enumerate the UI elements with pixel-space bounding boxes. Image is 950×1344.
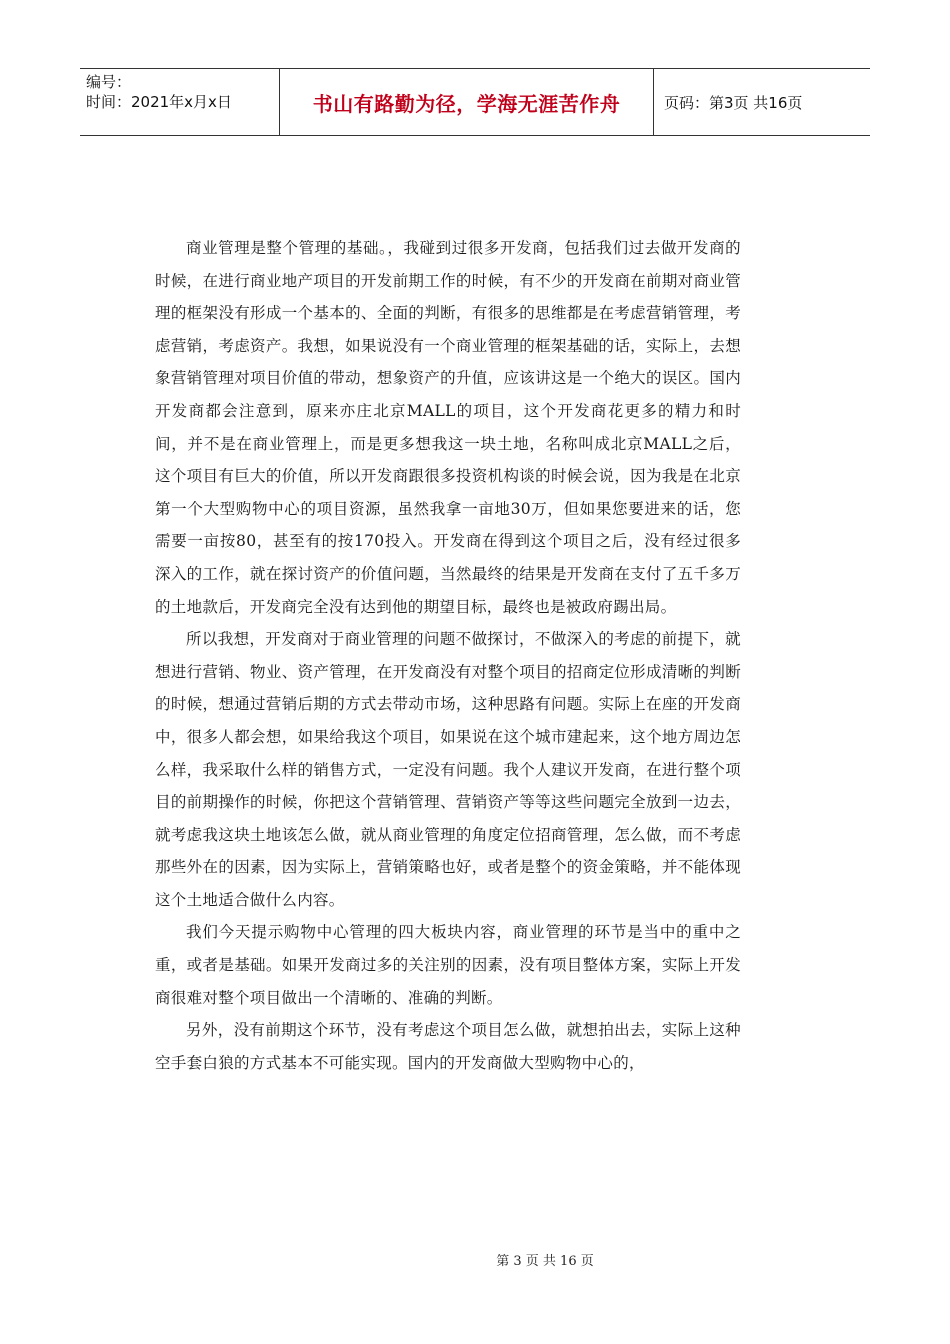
header-meta <box>80 69 280 135</box>
paragraph-1: 商业管理是整个管理的基础。，我碰到过很多开发商，包括我们过去做开发商的时候，在进行商业地产项目的开发前期工作的时候，有不少的开发商在前期对商业管理的框架没有形成一个基本的、全面的判断，有很多的思维都是在考虑营销管理，考虑营销，考虑资产。我想，如果说没有一个商业管理的框架基础的话，实际上，去想象营销管理对项目价值的带动，想象资产的升值，应该讲这是一个绝大的误区。国内开发商都会注意到，原来亦庄北京MALL的项目，这个开发商花更多的精力和时间，并不是在商业管理上，而是更多想我这一块土地，名称叫成北京MALL之后，这个项目有巨大的价值，所以开发商跟很多投资机构谈的时候会说，因为我是在北京第一个大型购物中心的项目资源，虽然我拿一亩地30万，但如果您要进来的话，您需要一亩按80，甚至有的按170投入。开发商在得到这个项目之后，没有经过很多深入的工作，就在探讨资产的价值问题，当然最终的结果是开发商在支付了五千多万的土地款后，开发商完全没有达到他的期望目标，最终也是被政府踢出局。 <box>155 239 741 616</box>
header-motto: 书山有路勤为径，学海无涯苦作舟 <box>280 69 654 135</box>
page-footer: 第 3 页 共 16 页 <box>496 1254 594 1269</box>
paragraph-3: 我们今天提示购物中心管理的四大板块内容，商业管理的环节是当中的重中之重，或者是基础。如果开发商过多的关注别的因素，没有项目整体方案，实际上开发商很难对整个项目做出一个清晰的、准确的判断。 <box>155 923 741 1007</box>
paragraph-2: 所以我想，开发商对于商业管理的问题不做探讨，不做深入的考虑的前提下，就想进行营销、物业、资产管理，在开发商没有对整个项目的招商定位形成清晰的判断的时候，想通过营销后期的方式去带动市场，这种思路有问题。实际上在座的开发商中，很多人都会想，如果给我这个项目，如果说在这个城市建起来，这个地方周边怎么样，我采取什么样的销售方式，一定没有问题。我个人建议开发商，在进行整个项目的前期操作的时候，你把这个营销管理、营销资产等等这些问题完全放到一边去，就考虑我这块土地该怎么做，就从商业管理的角度定位招商管理，怎么做，而不考虑那些外在的因素，因为实际上，营销策略也好，或者是整个的资金策略，并不能体现这个土地适合做什么内容。 <box>155 630 741 909</box>
document-date: 时间：2021年x月x日 <box>86 93 232 111</box>
page-header <box>80 68 870 136</box>
document-body <box>155 232 741 1079</box>
header-page-info: 页码：第3页 共16页 <box>664 93 803 112</box>
document-number-label: 编号： <box>86 73 132 91</box>
paragraph-4: 另外，没有前期这个环节，没有考虑这个项目怎么做，就想拍出去，实际上这种空手套白狼的方式基本不可能实现。国内的开发商做大型购物中心的， <box>155 1021 741 1072</box>
